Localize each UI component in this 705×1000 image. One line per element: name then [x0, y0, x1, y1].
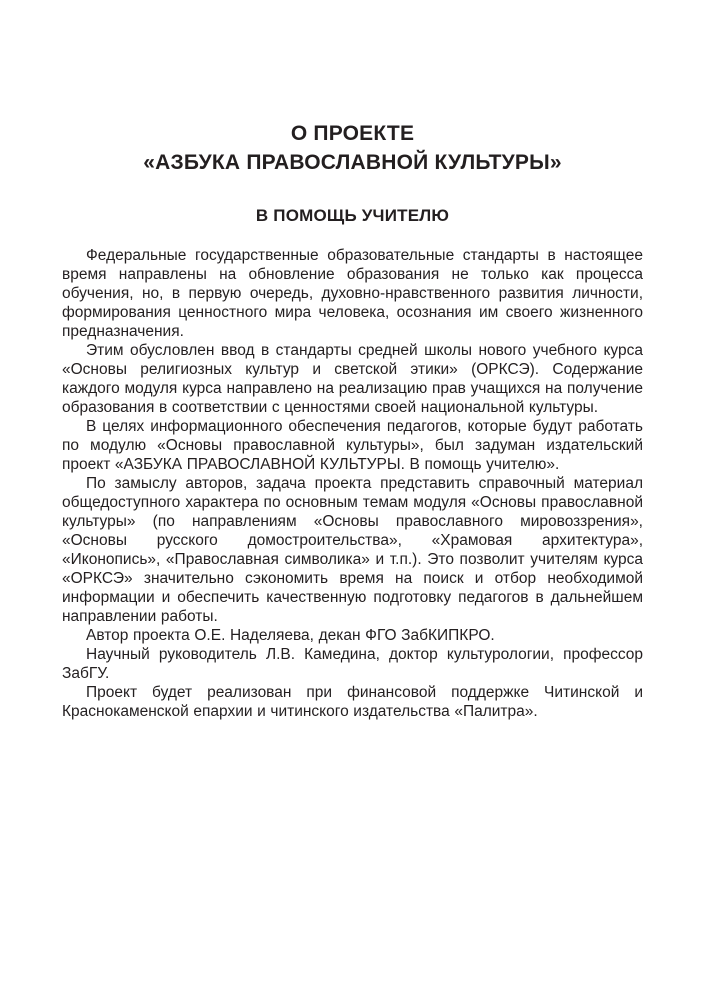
paragraph-fgos-intro: Федеральные государственные образовательные стандарты в настоящее время направлены на обновление образования не только как процесса обучения, но, в первую очередь, духовно-нравственного развития личности, формирования ценностного мира человека, осознания им своего жизненного предназначения.	[62, 247, 643, 340]
paragraph-project-scope: По замыслу авторов, задача проекта представить справочный материал общедоступного характера по основным темам модуля «Основы православной культуры» (по направлениям «Основы православного мировоззрения», «Основы русского домостроительства», «Храмовая архитектура», «Иконопись», «Православная символика» и т.п.). Это позволит учителям курса «ОРКСЭ» значительно сэкономить время на поиск и отбор необходимой информации и обеспечить качественную подготовку педагогов в дальнейшем направлении работы.	[62, 475, 643, 625]
paragraph-project-funding: Проект будет реализован при финансовой поддержке Читинской и Краснокаменской епархии и читинского издательства «Палитра».	[62, 684, 643, 720]
paragraph-project-author: Автор проекта О.Е. Наделяева, декан ФГО ЗабКИПКРО.	[86, 627, 495, 644]
paragraph-orkse-course: Этим обусловлен ввод в стандарты средней школы нового учебного курса «Основы религиозных культур и светской этики» (ОРКСЭ). Содержание каждого модуля курса направлено на реализацию прав учащихся на получение образования в соответствии с ценностями своей национальной культуры.	[62, 342, 643, 416]
page-title-line2: «АЗБУКА ПРАВОСЛАВНОЙ КУЛЬТУРЫ»	[143, 151, 562, 174]
paragraph-project-purpose: В целях информационного обеспечения педагогов, которые будут работать по модулю «Основы православной культуры», был задуман издательский проект «АЗБУКА ПРАВОСЛАВНОЙ КУЛЬТУРЫ. В помощь учителю».	[62, 418, 643, 473]
page-title-line1: О ПРОЕКТЕ	[290, 122, 415, 145]
page-subtitle: В ПОМОЩЬ УЧИТЕЛЮ	[255, 206, 450, 225]
paragraph-project-supervisor: Научный руководитель Л.В. Камедина, доктор культурологии, профессор ЗабГУ.	[62, 646, 643, 682]
body-text	[62, 246, 643, 721]
page-title	[62, 119, 643, 177]
